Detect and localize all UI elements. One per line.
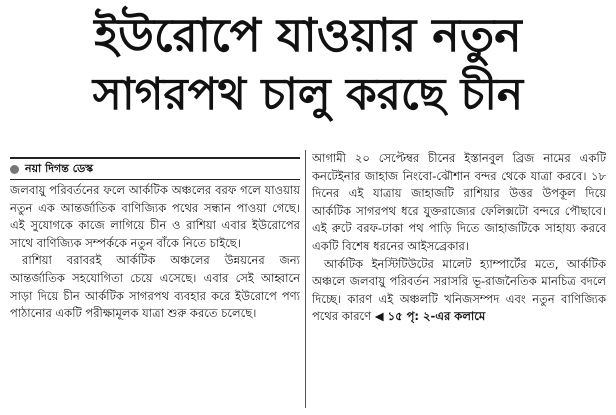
right-paragraph-2-text: আর্কটিক ইনস্টিটিউটের মালেট হ্যাম্পার্টের মতে, আর্কটিক অঞ্চলে জলবায়ু পরিবর্তন সরাসরি ভূ-রাজনৈতিক মানচিত্র বদলে দিচ্ছে। কারণ এই অঞ্চলটি খনিজসম্পদ এবং নতুন বাণিজ্যিক পথের কারণে: [312, 256, 606, 324]
byline-text: নয়া দিগন্ত ডেস্ক: [25, 162, 94, 175]
headline-line-1: ইউরোপে যাওয়ার নতুন: [94, 8, 522, 62]
bullet-icon: [10, 165, 19, 174]
headline-line-2: সাগরপথ চালু করছে চীন: [92, 69, 524, 120]
right-paragraph-2: [312, 256, 606, 326]
left-column: [10, 182, 300, 323]
headline: [0, 4, 616, 124]
column-divider: [305, 150, 306, 408]
continuation-jump: ◀ ১৫ পৃ: ২-এর কলামে: [374, 309, 486, 324]
left-paragraph-2: রাশিয়া বরাবরই আর্কটিক অঞ্চলের উন্নয়নের জন্য আন্তর্জাতিক সহযোগিতা চেয়ে এসেছে। এবার সেই আহ্বানে সাড়া দিয়ে চীন আর্কটিক সাগরপথ ব্যবহার করে ইউরোপে পণ্য পাঠানোর একটি পরীক্ষামূলক যাত্রা শুরু করতে চলেছে।: [10, 253, 300, 321]
byline: [10, 157, 300, 180]
right-column: [312, 150, 606, 326]
right-paragraph-1: আগামী ২০ সেপ্টেম্বর চীনের ইস্তানবুল ব্রিজ নামের একটি কনটেইনার জাহাজ নিংবো-ঝৌশান বন্দর থেকে যাত্রা করবে। ১৮ দিনের এই যাত্রায় জাহাজটি রাশিয়ার উত্তর উপকূল দিয়ে আর্কটিক সাগরপথ ধরে যুক্তরাজ্যের ফেলিক্সটো বন্দরে পৌছাবে। এই রুটে বরফ-ঢাকা পথ পাড়ি দিতে জাহাজটিকে সাহায্য করবে একটি বিশেষ ধরনের আইসব্রেকার।: [312, 151, 606, 253]
left-paragraph-1: জলবায়ু পরিবর্তনের ফলে আর্কটিক অঞ্চলের বরফ গলে যাওয়ায় নতুন এক আন্তর্জাতিক বাণিজ্যিক পথের সন্ধান পাওয়া গেছে। এই সুযোগকে কাজে লাগিয়ে চীন ও রাশিয়া এবার ইউরোপের সাথে বাণিজ্যিক সম্পর্ককে নতুন বাঁকে নিতে চাইছে।: [10, 183, 300, 250]
